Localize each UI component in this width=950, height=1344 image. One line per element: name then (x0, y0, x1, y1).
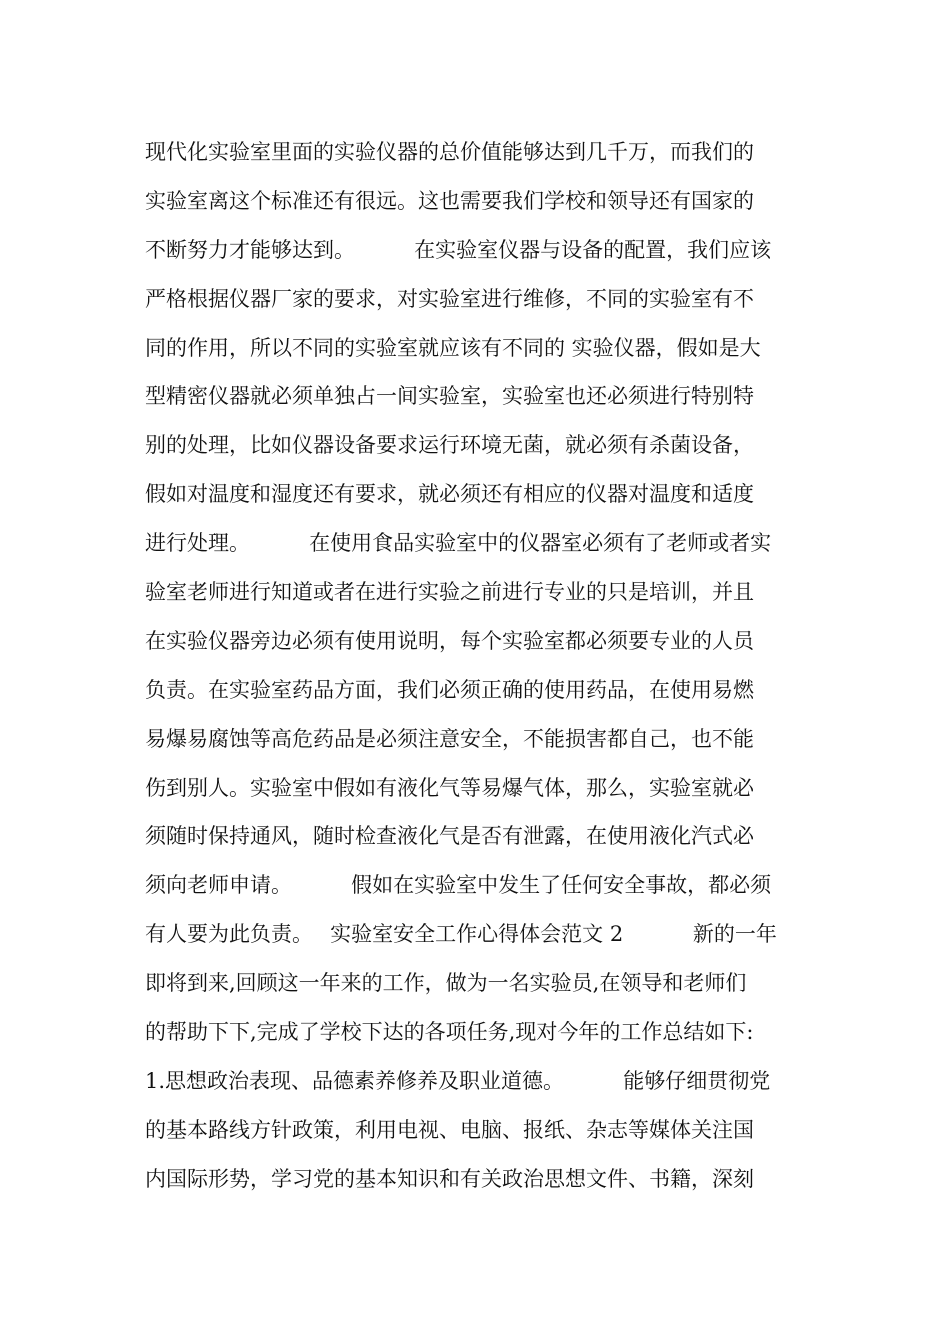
body-text (145, 128, 810, 1204)
text-line: 现代化实验室里面的实验仪器的总价值能够达到几千万，而我们的 (145, 140, 754, 164)
text-line: 须向老师申请。 假如在实验室中发生了任何安全事故，都必须 (145, 873, 772, 898)
text-line: 伤到别人。实验室中假如有液化气等易爆气体，那么，实验室就必 (145, 775, 754, 800)
text-line: 严格根据仪器厂家的要求，对实验室进行维修，不同的实验室有不 (145, 286, 754, 311)
text-line: 验室老师进行知道或者在进行实验之前进行专业的只是培训，并且 (145, 580, 754, 605)
text-line: 的帮助下下,完成了学校下达的各项任务,现对今年的工作总结如下: (145, 1020, 754, 1045)
text-line: 别的处理，比如仪器设备要求运行环境无菌，就必须有杀菌设备， (145, 433, 754, 458)
text-line: 在实验仪器旁边必须有使用说明，每个实验室都必须要专业的人员 (145, 628, 754, 653)
text-line: 1.思想政治表现、品德素养修养及职业道德。 能够仔细贯彻党 (145, 1068, 771, 1093)
text-line: 须随时保持通风，随时检查液化气是否有泄露，在使用液化汽式必 (145, 824, 754, 849)
text-line: 负责。在实验室药品方面，我们必须正确的使用药品，在使用易燃 (145, 677, 754, 702)
text-line: 假如对温度和湿度还有要求，就必须还有相应的仪器对温度和适度 (145, 482, 754, 507)
text-line: 实验室离这个标准还有很远。这也需要我们学校和领导还有国家的 (145, 188, 754, 213)
text-line: 的基本路线方针政策，利用电视、电脑、报纸、杂志等媒体关注国 (145, 1117, 754, 1142)
text-line: 进行处理。 在使用食品实验室中的仪器室必须有了老师或者实 (145, 531, 772, 556)
text-line: 易爆易腐蚀等高危药品是必须注意安全，不能损害都自己，也不能 (145, 726, 754, 751)
text-line: 同的作用，所以不同的实验室就应该有不同的 实验仪器，假如是大 (145, 335, 761, 360)
text-line: 即将到来,回顾这一年来的工作，做为一名实验员,在领导和老师们 (145, 971, 747, 996)
text-line: 型精密仪器就必须单独占一间实验室，实验室也还必须进行特别特 (145, 384, 754, 409)
text-line: 不断努力才能够达到。 在实验室仪器与设备的配置，我们应该 (145, 237, 772, 262)
text-line: 有人要为此负责。 实验室安全工作心得体会范文 2 新的一年 (145, 922, 777, 947)
text-line: 内国际形势，学习党的基本知识和有关政治思想文件、书籍，深刻 (145, 1166, 754, 1191)
